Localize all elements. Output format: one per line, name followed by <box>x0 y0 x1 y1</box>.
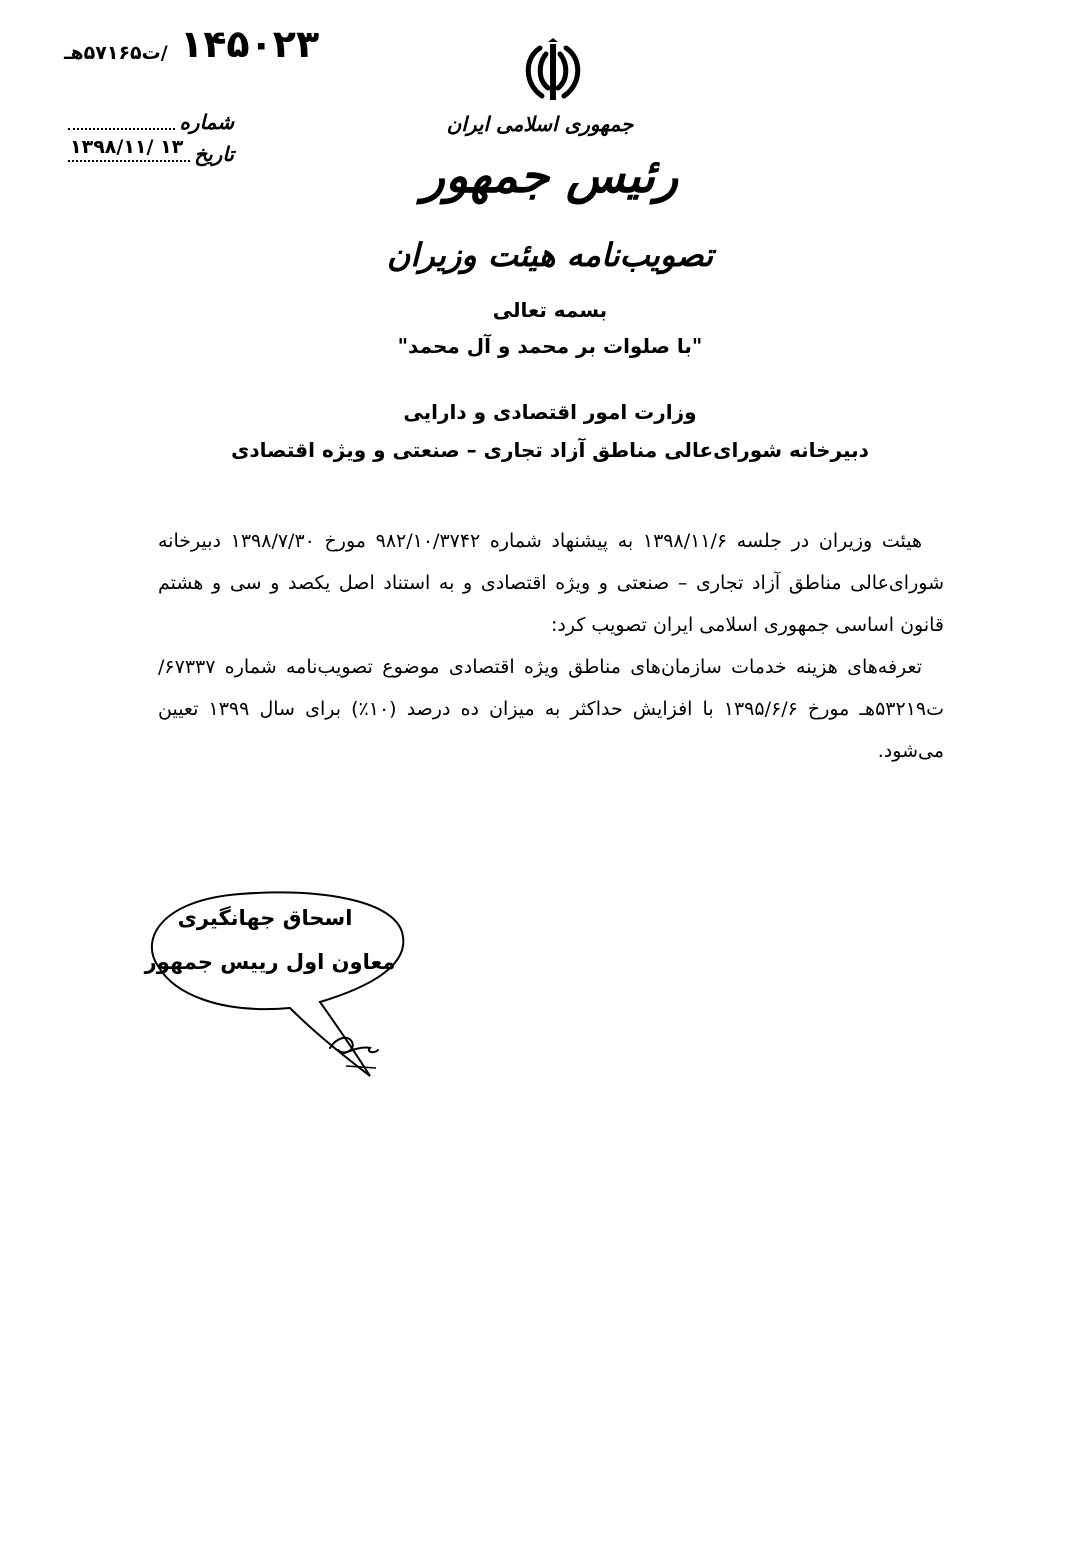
signature-stamp <box>130 870 430 1090</box>
recipient-secretariat: دبیرخانه شورای‌عالی مناطق آزاد تجاری – صنعتی و ویژه اقتصادی <box>231 438 869 462</box>
presidency-title: رئیس جمهور <box>421 148 679 204</box>
body-paragraph-1: هیئت وزیران در جلسه ۱۳۹۸/۱۱/۶ به پیشنهاد شماره ۹۸۲/۱۰/۳۷۴۲ مورخ ۱۳۹۸/۷/۳۰ دبیرخانه شورای‌عالی مناطق آزاد تجاری – صنعتی و ویژه اقتصادی و به استناد اصل یکصد و سی و هشتم قانون اساسی جمهوری اسلامی ایران تصویب کرد: <box>158 530 944 636</box>
cabinet-decree-title: تصویب‌نامه هیئت وزیران <box>386 236 714 274</box>
date-value: ۱۳۹۸/۱۱/ ۱۳ <box>70 136 184 158</box>
date-dots <box>68 136 190 162</box>
recipient-ministry: وزارت امور اقتصادی و دارایی <box>403 400 697 424</box>
body-paragraph-2: تعرفه‌های هزینه خدمات سازمان‌های مناطق ویژه اقتصادی موضوع تصویب‌نامه شماره ۶۷۳۳۷/ت۵۳۲۱۹هـ مورخ ۱۳۹۵/۶/۶ با افزایش حداکثر به میزان ده درصد (۱۰٪) برای سال ۱۳۹۹ تعیین می‌شود. <box>158 656 944 762</box>
republic-title: جمهوری اسلامی ایران <box>446 112 634 136</box>
number-label: شماره <box>179 110 234 134</box>
iran-emblem-icon <box>518 38 588 104</box>
besmeh-heading: بسمه تعالی <box>492 298 608 322</box>
number-field <box>64 108 234 134</box>
reference-code: /ت۵۷۱۶۵هـ <box>64 42 168 64</box>
date-field <box>64 136 234 166</box>
decree-body <box>158 520 944 772</box>
date-label: تاریخ <box>194 142 234 166</box>
signer-name: اسحاق جهانگیری <box>177 906 353 930</box>
salawat-line: "با صلوات بر محمد و آل محمد" <box>397 334 703 358</box>
signer-title: معاون اول رییس جمهور <box>144 950 396 974</box>
number-dots <box>68 108 175 130</box>
reference-number: ۱۴۵۰۲۳ <box>180 22 320 66</box>
